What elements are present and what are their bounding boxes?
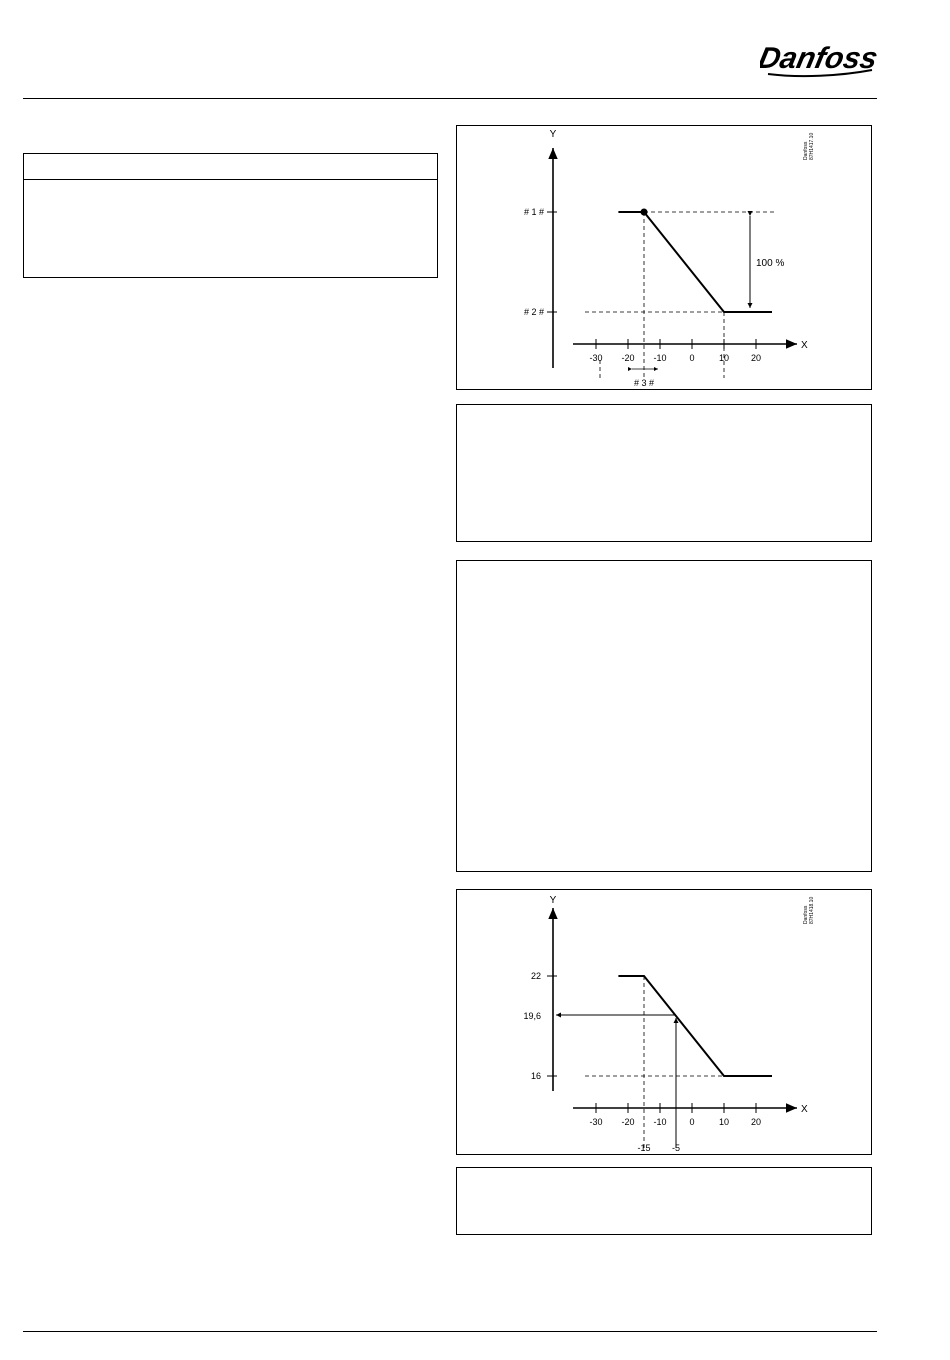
x-tick-label: -30 [589, 353, 603, 363]
header-rule [23, 98, 877, 99]
doc-code-line-2: 87H1417.10 [809, 132, 815, 160]
x-axis-label: X [801, 340, 808, 351]
doc-code-line-1: Danfoss [803, 141, 809, 160]
x-marker-3: # 3 # [633, 378, 655, 388]
heat-curve-line [618, 212, 772, 312]
note-box-2 [456, 560, 872, 872]
span-label: 100 % [756, 258, 785, 269]
brand-wordmark: Danfoss [760, 42, 878, 75]
x-tick-label: -20 [621, 1117, 635, 1127]
y-tick-label-16: 16 [530, 1071, 541, 1081]
doc-code-line-2: 87H1418.10 [809, 896, 815, 924]
x-ticks [589, 1103, 761, 1127]
x-ticks [589, 339, 761, 363]
x-tick-label: -10 [653, 1117, 667, 1127]
footer-rule [23, 1331, 877, 1332]
note-box-1 [456, 404, 872, 542]
figure1-svg [457, 126, 873, 391]
heat-curve-line [618, 976, 772, 1076]
y-tick-label-22: 22 [530, 971, 541, 981]
x-tick-label: 10 [718, 353, 730, 363]
doc-code-line-1: Danfoss [803, 905, 809, 924]
figure1-doc-code [803, 133, 815, 160]
parameter-table [23, 153, 438, 278]
x-mark-minus-5: -5 [671, 1143, 681, 1153]
y-tick-label-19-6: 19,6 [523, 1011, 541, 1021]
y-axis-label: Y [549, 129, 557, 140]
x-axis-label: X [801, 1104, 808, 1115]
table-header-divider [24, 179, 437, 180]
danfoss-logo-mark [760, 34, 878, 82]
x-tick-label: 10 [718, 1117, 730, 1127]
figure-heat-curve-generic [456, 125, 872, 390]
y-marker-1: # 1 # [523, 207, 544, 217]
figure-heat-curve-example [456, 889, 872, 1155]
x-tick-label: 0 [689, 353, 695, 363]
x-mark-minus-15: -15 [637, 1143, 651, 1153]
x-tick-label: 0 [689, 1117, 695, 1127]
x-tick-label: -20 [621, 353, 635, 363]
figure2-svg [457, 890, 873, 1156]
x-tick-label: 20 [750, 353, 762, 363]
note-box-3 [456, 1167, 872, 1235]
x-tick-label: -10 [653, 353, 667, 363]
danfoss-logo [760, 34, 878, 82]
y-marker-2: # 2 # [523, 307, 544, 317]
y-axis-label: Y [549, 895, 557, 906]
curve-break-point [641, 209, 648, 216]
x-tick-label: -30 [589, 1117, 603, 1127]
figure2-doc-code [803, 897, 815, 924]
x-tick-label: 20 [750, 1117, 762, 1127]
